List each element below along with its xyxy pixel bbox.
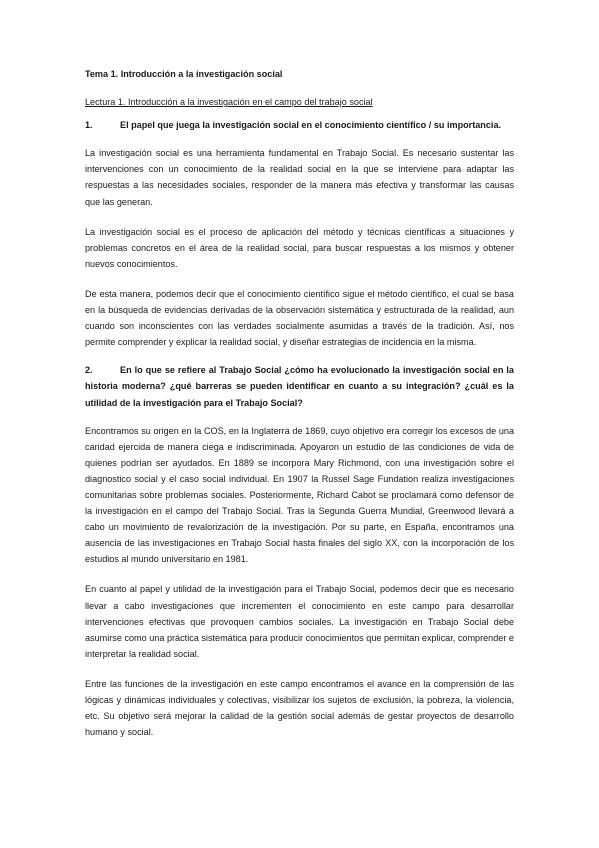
question-2	[85, 362, 514, 410]
paragraph: La investigación social es una herramienta fundamental en Trabajo Social. Es necesario sustentar las intervenciones con un conocimiento de la realidad social en la que se interviene para adaptar las respuestas a las necesidades sociales, responder de la manera más efectiva y transformar las causas que las generan.	[85, 148, 514, 207]
lecture-heading: Lectura 1. Introducción a la investigación en el campo del trabajo social	[85, 97, 373, 108]
paragraph: Entre las funciones de la investigación en este campo encontramos el avance en la comprensión de las lógicas y dinámicas individuales y colectivas, visibilizar los sujetos de exclusión, la pobreza, la violencia, etc. Su objetivo será mejorar la calidad de la gestión social además de gestar proyectos de desarrollo humano y social.	[85, 678, 514, 738]
question-2-text: En lo que se refiere al Trabajo Social ¿cómo ha evolucionado la investigación social en la historia moderna? ¿qué barreras se pueden identificar en cuanto a su integración? ¿cuál es la utilidad de la investigación para el Trabajo Social?	[85, 365, 514, 408]
document-body	[85, 66, 514, 754]
question-2-number: 2.	[85, 365, 93, 376]
question-1-number: 1.	[85, 120, 93, 131]
document-title: Tema 1. Introducción a la investigación social	[85, 69, 283, 79]
question-1-text: El papel que juega la investigación social en el conocimiento científico / su importancia.	[120, 120, 502, 131]
question-1	[85, 117, 514, 133]
paragraph: De esta manera, podemos decir que el conocimiento científico sigue el método científico, el cual se basa en la búsqueda de evidencias derivadas de la observación sistemática y estructurada de la realidad, aun cuando son inconscientes con las verdades socialmente asumidas a través de la tradición. Así, nos permite comprender y explicar la realidad social, y diseñar estrategias de incidencia en la misma.	[85, 288, 514, 348]
paragraph: Encontramos su origen en la COS, en la Inglaterra de 1869, cuyo objetivo era corregir los excesos de una caridad ejercida de manera ciega e indiscriminada. Apoyaron un estudio de las condiciones de vida de quienes podrían ser ayudados. En 1889 se incorpora Mary Richmond, con una investigación sobre el diagnostico social y el caso social individual. En 1907 la Russel Sage Fundation realiza investigaciones comunitarias sobre problemas sociales. Posteriormente, Richard Cabot se proclamará como defensor de la investigación en el campo del Trabajo Social. Tras la Segunda Guerra Mundial, Greenwood llevará a cabo un movimiento de revalorización de la investigación. Por su parte, en España, encontramos una ausencia de las investigaciones en Trabajo Social hasta finales del siglo XX, con la incorporación de los estudios al mundo universitario en 1981.	[85, 425, 514, 565]
paragraph: En cuanto al papel y utilidad de la investigación para el Trabajo Social, podemos decir que es necesario llevar a cabo investigaciones que incrementen el conocimiento en este campo para desarrollar intervenciones efectivas que provoquen cambios sociales. La investigación en Trabajo Social debe asumirse como una práctica sistemática para producir conocimientos que permitan explicar, comprender e interpretar la realidad social.	[85, 584, 514, 659]
paragraph: La investigación social es el proceso de aplicación del método y técnicas científicas a situaciones y problemas concretos en el área de la realidad social, para buscar respuestas a los mismos y obtener nuevos conocimientos.	[85, 226, 514, 269]
